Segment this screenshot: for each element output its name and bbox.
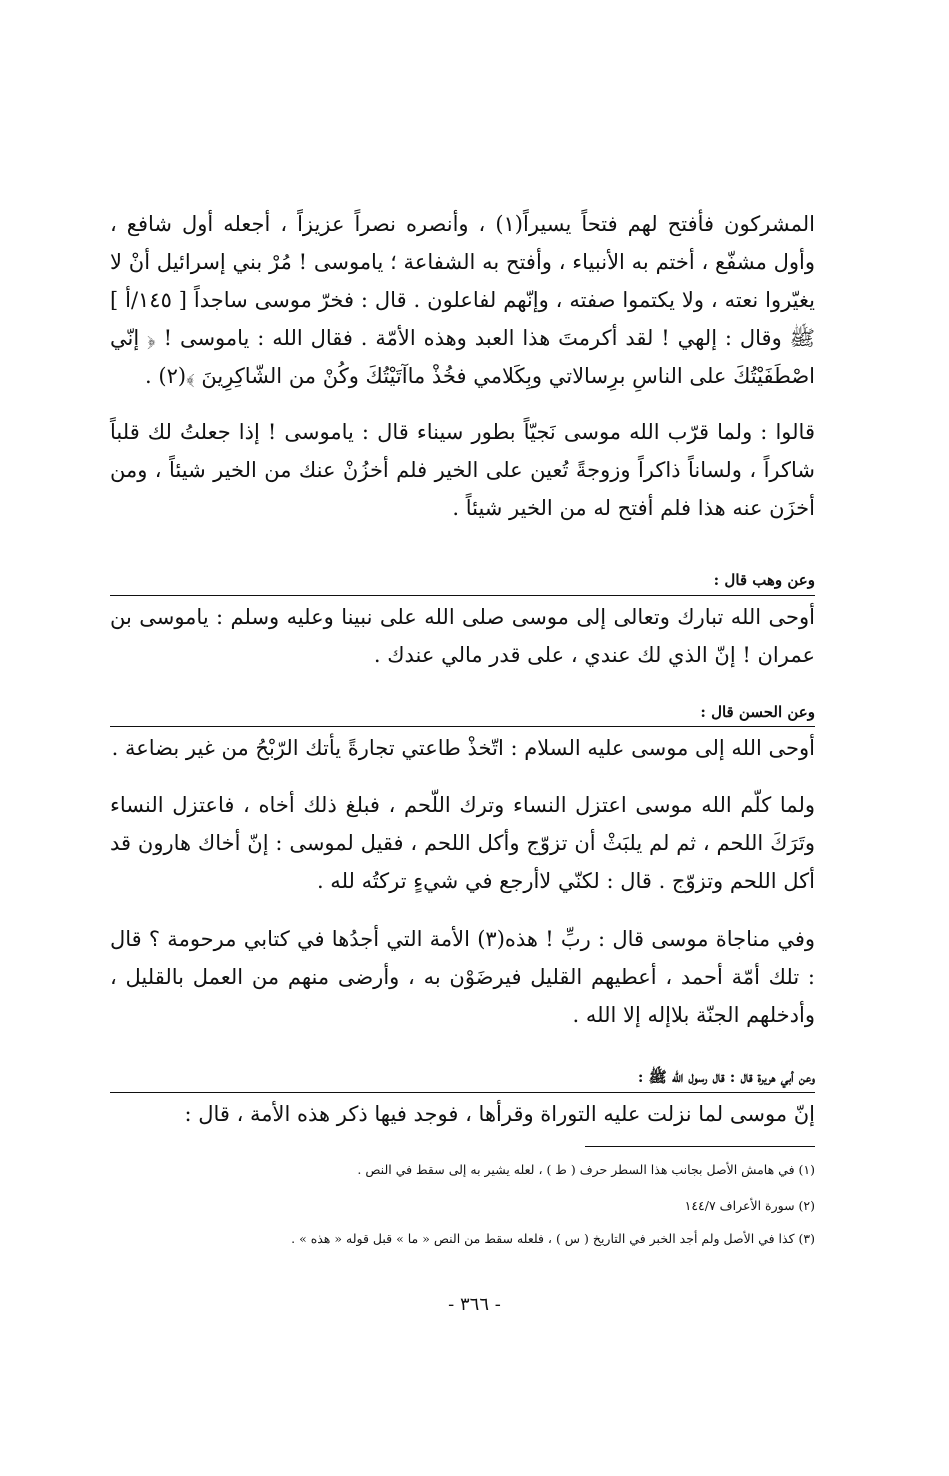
paragraph-hasan: أوحى الله إلى موسى عليه السلام : اتّخذْ طاعتي تجارةً يأتك الرّبْحُ من غير بضاعة .	[111, 736, 815, 760]
section-rule	[110, 726, 815, 727]
section-rule	[110, 595, 815, 596]
section-heading-wahb: وعن وهب قال :	[713, 571, 815, 589]
wahb-text-block	[110, 598, 815, 674]
section-heading-abu-hurayra: وعن أبي هريرة قال : قال رسول الله ﷺ :	[637, 1068, 815, 1086]
paragraph-2: قالوا : ولما قرّب الله موسى نَجيّاً بطور سيناء قال : ياموسى ! إذا جعلتُ لك قلباً شاكراً ، ولساناً ذاكراً وزوجةً تُعين على الخير فلم أخزُنْ عنك من الخير شيئاً ، ومن أخزَن عنه هذا فلم أفتح له من الخير شيئاً .	[110, 420, 815, 520]
main-text-middle	[110, 786, 815, 1034]
hasan-section	[110, 700, 815, 724]
hasan-text-block	[110, 729, 815, 767]
abu-hurayra-section	[110, 1065, 815, 1089]
footnote-separator	[585, 1146, 815, 1147]
main-text-top	[110, 205, 815, 527]
paragraph-abu-hurayra: إنّ موسى لما نزلت عليه التوراة وقرأها ، فوجد فيها ذكر هذه الأمة ، قال :	[184, 1102, 815, 1126]
section-heading-hasan: وعن الحسن قال :	[700, 703, 815, 721]
page-number: - ٣٦٦ -	[448, 1294, 501, 1315]
footnote-2: (٢) سورة الأعراف ١٤٤/٧	[684, 1198, 815, 1213]
footnote-3: (٣) كذا في الأصل ولم أجد الخبر في التاريخ ( س ) ، فلعله سقط من النص « ما » قبل قوله « هذه » .	[291, 1231, 815, 1246]
footnote-1: (١) في هامش الأصل بجانب هذا السطر حرف ( ط ) ، لعله يشير به إلى سقط في النص .	[357, 1162, 815, 1177]
section-rule	[110, 1092, 815, 1093]
paragraph-1: المشركون فأفتح لهم فتحاً يسيراً(١) ، وأنصره نصراً عزيزاً ، أجعله أول شافع ، وأول مشفّع ، أختم به الأنبياء ، وأفتح به الشفاعة ؛ ياموسى ! مُرْ بني إسرائيل أنْ لا يغيّروا نعته ، ولا يكتموا صفته ، وإنّهم لفاعلون . قال : فخرّ موسى ساجداً [ ١٤٥/أ ] ﷺ وقال : إلهي ! لقد أكرمتَ هذا العبد وهذه الأمّة . فقال الله : ياموسى ! ﴿ إنّي اصْطَفَيْتُكَ على الناسِ برِسالاتي وبِكَلامي فخُذْ ماآتَيْتُكَ وكُنْ من الشّاكِرِينَ ﴾(٢) .	[110, 212, 815, 388]
paragraph-wahb: أوحى الله تبارك وتعالى إلى موسى صلى الله على نبينا وعليه وسلم : ياموسى بن عمران ! إنّ الذي لك عندي ، على قدر مالي عندك .	[110, 605, 815, 667]
paragraph-4: وفي مناجاة موسى قال : ربِّ ! هذه(٣) الأمة التي أجدُها في كتابي مرحومة ؟ قال : تلك أمّة أحمد ، أعطيهم القليل فيرضَوْن به ، وأرضى منهم من العمل بالقليل ، وأدخلهم الجنّة بلاإله إلا الله .	[110, 927, 816, 1027]
paragraph-3: ولما كلّم الله موسى اعتزل النساء وترك اللّحم ، فبلغ ذلك أخاه ، فاعتزل النساء وتَرَكَ اللحم ، ثم لم يلبَثْ أن تزوّج وأكل اللحم ، فقيل لموسى : إنّ أخاك هارون قد أكل اللحم وتزوّج . قال : لكنّي لاأرجع في شيءٍ تركتُه لله .	[110, 793, 815, 893]
abu-hurayra-text-block	[110, 1095, 815, 1133]
wahb-section	[110, 568, 815, 592]
